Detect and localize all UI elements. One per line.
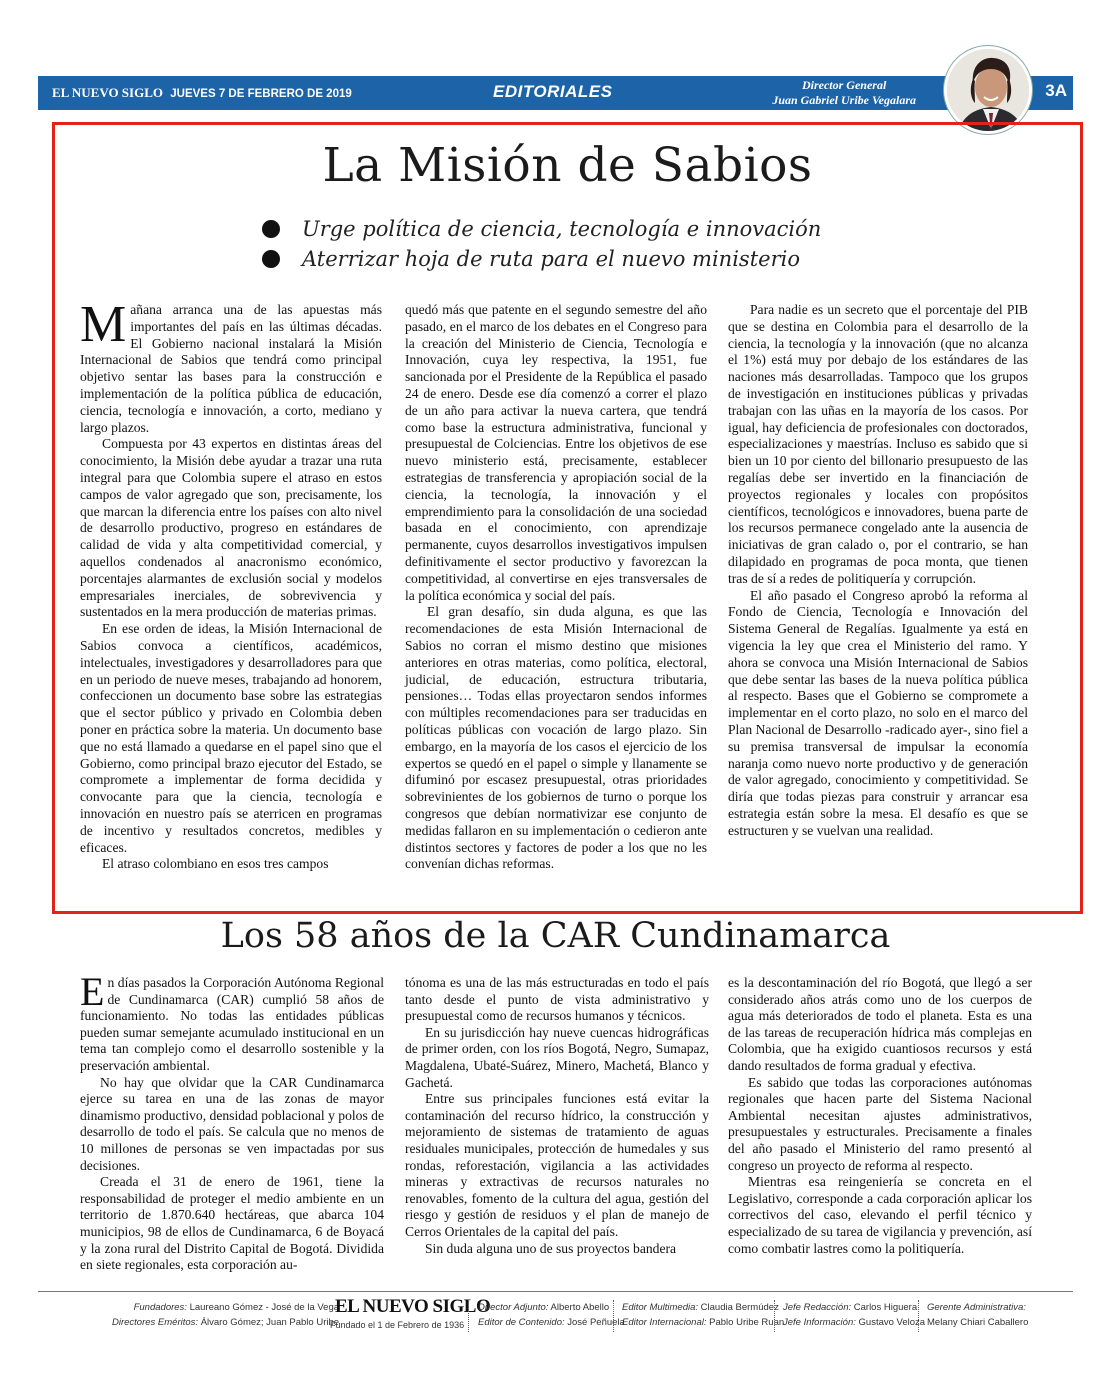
paper-name: EL NUEVO SIGLO (52, 85, 163, 100)
masthead-left (52, 85, 352, 101)
second-column-1 (80, 969, 384, 1274)
subheadline-text: Aterrizar hoja de ruta para el nuevo ministerio (302, 247, 800, 271)
footer-separator (613, 1300, 614, 1332)
issue-date: JUEVES 7 DE FEBRERO DE 2019 (170, 88, 352, 100)
masthead-bar (38, 76, 1073, 110)
second-editorial-title: Los 58 años de la CAR Cundinamarca (220, 916, 891, 956)
paragraph: En su jurisdicción hay nueve cuencas hidrográficas de primer orden, con los ríos Bogotá, Negro, Sumapaz, Magdalena, Ubaté-Suárez, Minero, Machetá, Blanco y Gachetá. (405, 1024, 709, 1090)
second-column-3 (728, 975, 1032, 1257)
founders: Laureano Gómez - José de la Vega (189, 1302, 340, 1313)
footer-separator (918, 1300, 919, 1332)
redaction-chief: Carlos Higuera (853, 1302, 918, 1313)
drop-cap: E (80, 969, 105, 1014)
footer-separator (774, 1300, 775, 1332)
subheadline-text: Urge política de ciencia, tecnología e innovación (302, 217, 822, 241)
footer-rule (38, 1291, 1073, 1292)
paragraph (80, 969, 384, 1075)
paragraph: tónoma es una de las más estructuradas en todo el país tanto desde el punto de vista administrativo y presupuestal como de recursos humanos y técnicos. (405, 975, 709, 1024)
director-name: Juan Gabriel Uribe Vegalara (772, 93, 916, 107)
multimedia-label: Editor Multimedia: (622, 1302, 699, 1313)
paragraph: El gran desafío, sin duda alguna, es que las recomendaciones de esta Misión Internacional de Sabios no corran el mismo destino que misiones anteriores en otras materias, como política, electoral, judicial, de educación, estructura tributaria, pensiones… Todas ellas proyectaron sendos informes con múltiples recomendaciones para ser traducidas en políticas públicas con vocación de largo plazo. Sin embargo, en la mayoría de los casos el ejercicio de los expertos se quedó en el papel o simple y llanamente se difuminó por escasez presupuestal, otras prioridades sobrevinientes de los gobiernos de turno o porque los congresos que debían normativizar ese conjunto de medidas fallaron en su implementación o cedieron ante distintos sectores y factores de poder a los que no les convenían dichas reformas. (405, 604, 707, 872)
editorial-column-3 (728, 302, 1028, 840)
adjunct: Alberto Abello (550, 1302, 610, 1313)
subheadline (262, 244, 882, 274)
paragraph: Mientras esa reingeniería se concreta en el Legislativo, corresponde a cada corporación aplicar los correctivos del caso, elevando el perfil técnico y especializado de su tarea de vigilancia y prevención, así como combatir lastres como la politiquería. (728, 1174, 1032, 1256)
footer-separator (468, 1300, 469, 1332)
director-avatar (944, 46, 1032, 134)
footer-manager (927, 1300, 1028, 1330)
paragraph: El año pasado el Congreso aprobó la reforma al Fondo de Ciencia, Tecnología e Innovación del Sistema General de Regalías. Igualmente ya está en vigencia la ley que crea el Ministerio del ramo. Y ahora se convoca una Misión Internacional de Sabios que debe sentar las bases de la nueva política pública al respecto. Bases que el Gobierno se compromete a implementar en el corto plazo, no solo en el marco del Plan Nacional de Desarrollo -radicado ayer-, sino fiel a su premisa transversal de impulsar la economía naranja como nuevo norte productivo y de generación de valor agregado, conocimiento y competitividad. Se diría que todas piezas para construir y arrancar esa estrategia están sobre la mesa. El desafío es que se estructuren y se vuelvan una realidad. (728, 587, 1028, 838)
founders-label: Fundadores: (133, 1302, 187, 1313)
footer-editors-2 (622, 1300, 784, 1330)
paragraph: es la descontaminación del río Bogotá, que llegó a ser considerado años atrás como uno de los cuerpos de agua más deteriorados de todo el planeta. Esta es una de las tareas de recuperación hídrica más complejas en Colombia, que ha exigido cuantiosos recursos y está dando resultados de forma gradual y efectiva. (728, 975, 1032, 1073)
page-number: 3A (1045, 81, 1067, 100)
drop-cap: M (80, 296, 127, 353)
editorial-column-2 (405, 302, 707, 873)
subheadlines (262, 214, 882, 274)
editorial-title: La Misión de Sabios (322, 138, 813, 193)
manager: Melany Chiari Caballero (927, 1317, 1029, 1328)
multimedia-editor: Claudia Bermúdez (700, 1302, 779, 1313)
paragraph: No hay que olvidar que la CAR Cundinamarca ejerce su tarea en una de las zonas de mayor dinamismo productivo, densidad poblacional y polos de desarrollo de todo el país. Se calcula que no menos de 10 millones de personas se ven impactadas por sus decisiones. (80, 1074, 384, 1173)
intl-label: Editor Internacional: (622, 1317, 707, 1328)
content-editor: José Peñuela (567, 1317, 625, 1328)
info-label: Jefe Información: (783, 1317, 856, 1328)
paragraph: En ese orden de ideas, la Misión Internacional de Sabios convoca a científicos, académicos, intelectuales, investigadores y desarrolladores para que en un periodo de nueve meses, trabajando ad honorem, confeccionen un documento base sobre las estrategias que el sector público y privado en Colombia deben poner en práctica sobre la materia. Un documento base que no está llamado a quedarse en el papel sino que el Gobierno, como principal brazo ejecutor del Estado, se compromete a implementar de forma decidida y convocante para que la ciencia, tecnología e innovación en nuestro país se aterricen en programas de incentivo y resultados concretos, medibles y eficaces. (80, 621, 382, 855)
footer-editors-1 (478, 1300, 625, 1330)
paragraph-text: añana arranca una de las apuestas más importantes del país en las últimas décadas. El Gobierno nacional instalará la Misión Internacional de Sabios que tendrá como principal objetivo sentar las bases para la construcción e implementación de la política pública de educación, ciencia, tecnología e innovación, a corto, mediano y largo plazos. (80, 302, 382, 435)
subheadline (262, 214, 882, 244)
paragraph (80, 296, 382, 436)
emeritus: Álvaro Gómez; Juan Pablo Uribe (200, 1317, 340, 1328)
founded-date: Fundado el 1 de Febrero de 1936 (330, 1320, 465, 1330)
footer-founders (112, 1300, 339, 1330)
paragraph: El atraso colombiano en esos tres campos (102, 856, 329, 872)
paragraph: Entre sus principales funciones está evitar la contaminación del recurso hídrico, la construcción y mejoramiento de sistemas de tratamiento de aguas residuales municipales, protección de humedales y sus rondas, reforestación, vigilancia a las actividades mineras y extractivas de recursos naturales no renovables, fomento de la cultura del agua, gestión del riesgo y gestión de residuos y el plan de manejo de Cerros Orientales de la capital del país. (405, 1091, 709, 1239)
footer-editors-3 (783, 1300, 925, 1330)
redaction-label: Jefe Redacción: (783, 1302, 852, 1313)
paragraph: Es sabido que todas las corporaciones autónomas regionales que hacen parte del Sistema Nacional Ambiental necesitan ajustes administrativos, presupuestales y estructurales. Precisamente a finales del año pasado el Ministerio del ramo presentó al congreso un proyecto de reforma al respecto. (728, 1074, 1032, 1173)
adjunct-label: Director Adjunto: (478, 1302, 549, 1313)
bullet-icon (262, 220, 280, 238)
intl-editor: Pablo Uribe Ruan (709, 1317, 785, 1328)
director-title: Director General (801, 78, 887, 92)
editorial-column-1 (80, 296, 382, 873)
paper-logo: EL NUEVO SIGLO (335, 1296, 491, 1317)
paragraph: Compuesta por 43 expertos en distintas áreas del conocimiento, la Misión debe ayudar a trazar una ruta integral para que Colombia supere el atraso en estos campos de valor agregado que son, precisamente, los que marcan la diferencia entre los países con alto nivel de desarrollo productivo, progreso en estándares de calidad de vida y alta competitividad comercial, y aquellos condenados al anacronismo económico, porcentajes alarmantes de exclusión social y modelos empresariales inerciales, de sobrevivencia y sustentados en la mera producción de materias primas. (80, 436, 382, 620)
content-label: Editor de Contenido: (478, 1317, 565, 1328)
paragraph-text: n días pasados la Corporación Autónoma Regional de Cundinamarca (CAR) cumplió 58 años de funcionamiento. No todas las entidades públicas pueden sumar semejante acumulado institucional en un tema tan complejo como el desarrollo sostenible y la preservación ambiental. (80, 975, 384, 1073)
director-block (772, 78, 916, 108)
info-chief: Gustavo Veloza (858, 1317, 926, 1328)
emeritus-label: Directores Eméritos: (112, 1317, 199, 1328)
paragraph: Sin duda alguna uno de sus proyectos bandera (425, 1240, 677, 1256)
section-name: EDITORIALES (493, 82, 613, 101)
bullet-icon (262, 250, 280, 268)
paragraph: Creada el 31 de enero de 1961, tiene la responsabilidad de proteger el medio ambiente en un territorio de 1.870.640 hectáreas, que abarca 104 municipios, 98 de ellos de Cundinamarca, 6 de Boyacá y la zona rural del Distrito Capital de Bogotá. Dividida en siete regionales, esta corporación au- (80, 1174, 384, 1273)
paragraph: quedó más que patente en el segundo semestre del año pasado, en el marco de los debates en el Congreso para la creación del Ministerio de Ciencia, Tecnología e Innovación, cuya ley respectiva, la 1951, fue sancionada por el Presidente de la República el pasado 24 de enero. Desde ese día comenzó a correr el plazo de un año para activar la nueva cartera, que tendrá como base la estructura administrativa, funcional y presupuestal de Colciencias. Entre los objetivos de ese nuevo ministerio está, precisamente, establecer estrategias de transferencia y apropiación social de la ciencia, la tecnología, la innovación y el emprendimiento para la consolidación de una sociedad basada en el conocimiento, con aprendizaje permanente, cuyos desarrollos investigativos impulsen definitivamente el sector productivo y favorezcan la competitividad, al convertirse en ejes transversales de la política económica y social del país. (405, 302, 707, 603)
manager-label: Gerente Administrativa: (927, 1302, 1026, 1313)
second-column-2 (405, 975, 709, 1257)
paragraph: Para nadie es un secreto que el porcentaje del PIB que se destina en Colombia para el desarrollo de la ciencia, la tecnología y la innovación (que no alcanza el 1%) está muy por debajo de los estándares de las naciones más desarrolladas. Tampoco que los grupos de investigación en instituciones públicas y privadas trabajan con las uñas en la mayoría de los casos. Por igual, hay deficiencia de profesionales con doctorados, especializaciones y maestrías. Incluso es sabido que si bien un 10 por ciento del billonario presupuesto de las regalías debe ser invertido en la financiación de proyectos regionales y locales con propósitos científicos, tecnológicos e innovadores, buena parte de los recursos permanece congelado ante la ausencia de iniciativas de gran calado o, por el contrario, se han dilapidado en programas de poca monta, que tienen tras de sí a redes de politiquería y corrupción. (728, 302, 1028, 586)
